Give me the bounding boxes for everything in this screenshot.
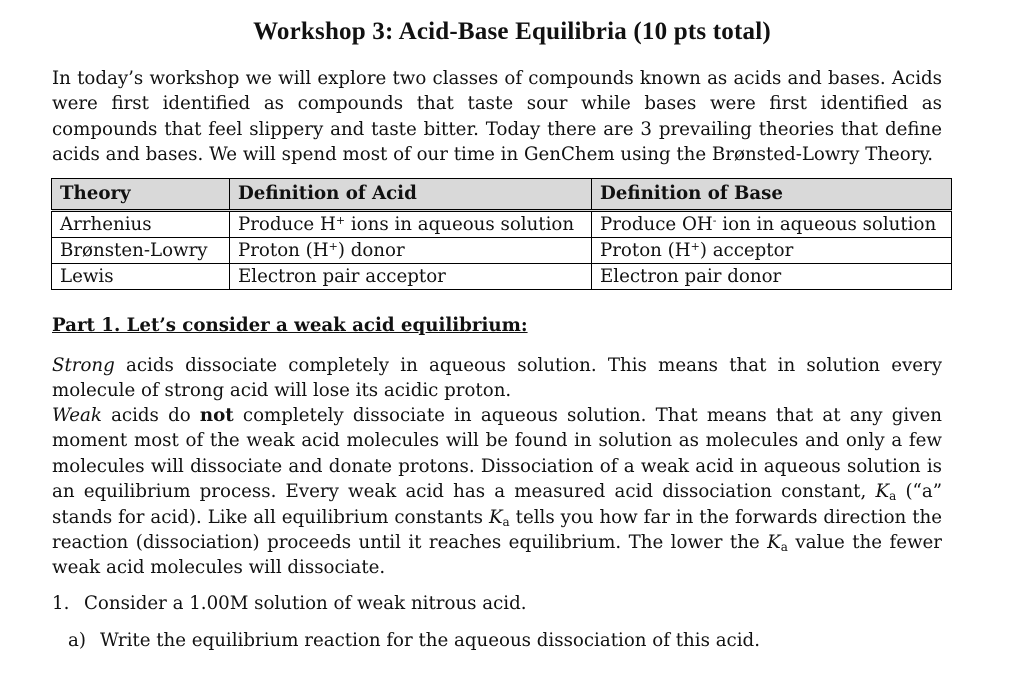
question-1 <box>52 593 527 614</box>
table-row <box>52 211 952 238</box>
acid-definition-cell: Electron pair acceptor <box>230 264 592 290</box>
theory-cell: Arrhenius <box>52 211 230 238</box>
question-number: 1. <box>52 593 70 614</box>
header-theory: Theory <box>52 179 230 211</box>
weak-acids-paragraph: Weak acids do not completely dissociate in aqueous solution. That means that at any given moment most of the weak acid molecules will be found in solution as molecules and only a few molecules will dissociate and donate protons. Dissociation of a weak acid in aqueous solution is an equilibrium process. Every weak acid has a measured acid dissociation constant, $K_a$ (“a” stands for acid). Like all equilibrium constants $K_a$ tells you how far in the forwards direction the reaction (dissociation) proceeds until it reaches equilibrium. The lower the $K_a$ value the fewer weak acid molecules will dissociate. <box>52 405 942 579</box>
base-definition-cell: Produce OH- ion in aqueous solution <box>592 211 952 238</box>
table-row <box>52 238 952 264</box>
part1-heading: Part 1. Let’s consider a weak acid equilibrium: <box>52 315 528 336</box>
page-title: Workshop 3: Acid-Base Equilibria (10 pts total) <box>253 18 771 45</box>
header-acid-definition: Definition of Acid <box>230 179 592 211</box>
theory-cell: Brønsten-Lowry <box>52 238 230 264</box>
question-1a <box>68 630 760 651</box>
acid-base-theories-table <box>51 178 952 290</box>
acid-definition-cell: Proton (H+) donor <box>230 238 592 264</box>
acid-definition-cell: Produce H+ ions in aqueous solution <box>230 211 592 238</box>
strong-acids-paragraph: Strong acids dissociate completely in aqueous solution. This means that in solution every molecule of strong acid will lose its acidic proton. <box>52 355 942 402</box>
intro-paragraph: In today’s workshop we will explore two classes of compounds known as acids and bases. Acids were first identified as compounds that taste sour while bases were first identified as compounds that feel slippery and taste bitter. Today there are 3 prevailing theories that define acids and bases. We will spend most of our time in GenChem using the Brønsted-Lowry Theory. <box>52 68 942 166</box>
base-definition-cell: Proton (H+) acceptor <box>592 238 952 264</box>
question-text: Write the equilibrium reaction for the aqueous dissociation of this acid. <box>100 630 760 651</box>
table-row <box>52 264 952 290</box>
table-header-row <box>52 179 952 211</box>
question-label: a) <box>68 630 86 651</box>
question-text: Consider a 1.00M solution of weak nitrous acid. <box>84 593 527 614</box>
base-definition-cell: Electron pair donor <box>592 264 952 290</box>
header-base-definition: Definition of Base <box>592 179 952 211</box>
theory-cell: Lewis <box>52 264 230 290</box>
